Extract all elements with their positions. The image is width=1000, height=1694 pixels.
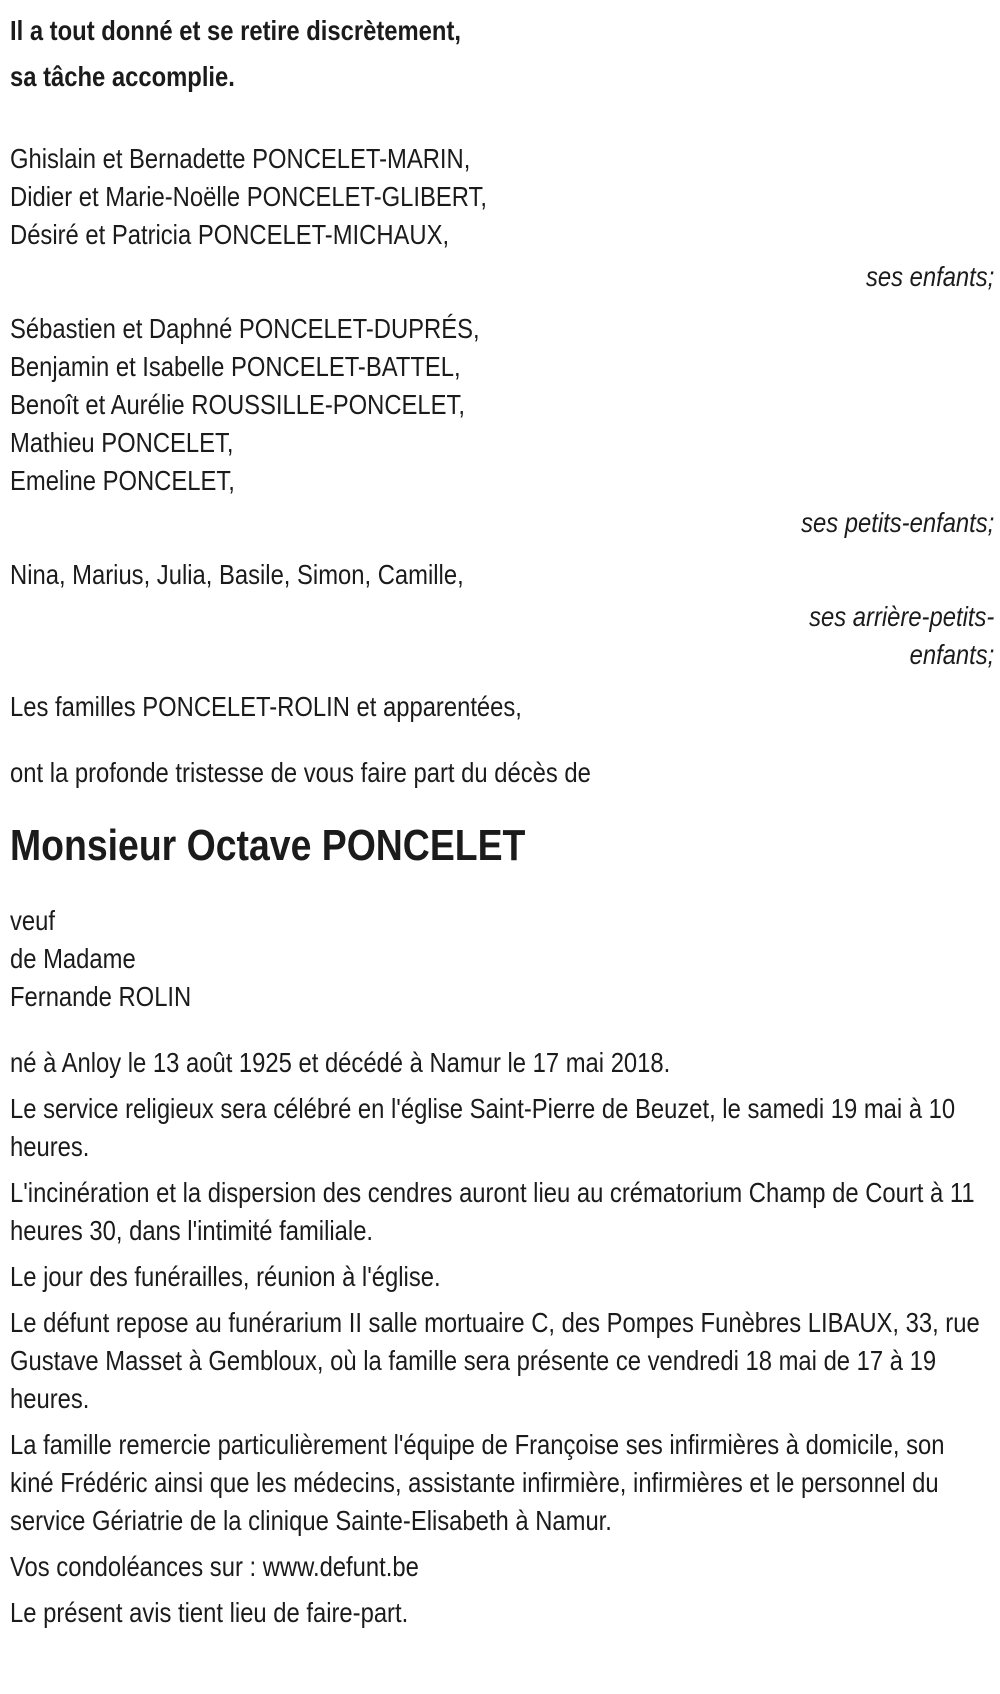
- grandchild-name-line: Benoît et Aurélie ROUSSILLE-PONCELET,: [10, 389, 466, 420]
- child-name-line: Désiré et Patricia PONCELET-MICHAUX,: [10, 219, 450, 250]
- spouse-name: Fernande ROLIN: [10, 981, 192, 1012]
- children-relation-label: ses enfants;: [865, 261, 995, 292]
- great-grandchildren-relation-label-line-2: enfants;: [909, 639, 995, 670]
- widower-block: [10, 902, 994, 1016]
- cremation-paragraph: L'incinération et la dispersion des cendres auront lieu au crématorium Champ de Court à 11 heures 30, dans l'intimité familiale.: [10, 1177, 975, 1246]
- deceased-name-title: Monsieur Octave PONCELET: [10, 821, 526, 870]
- epigraph: [10, 8, 994, 100]
- great-grandchildren-names-list: [10, 556, 994, 594]
- widower-of-line: de Madame: [10, 943, 136, 974]
- grandchild-name-line: Mathieu PONCELET,: [10, 427, 234, 458]
- birth-death-line: né à Anloy le 13 août 1925 et décédé à Namur le 17 mai 2018.: [10, 1047, 671, 1078]
- children-names-list: [10, 140, 994, 254]
- grandchild-name-line: Benjamin et Isabelle PONCELET-BATTEL,: [10, 351, 461, 382]
- grandchildren-names-list: [10, 310, 994, 500]
- closing-line: Le présent avis tient lieu de faire-part.: [10, 1597, 409, 1628]
- great-grandchildren-relation-label-line-1: ses arrière-petits-: [809, 601, 995, 632]
- thanks-paragraph: La famille remercie particulièrement l'équipe de Françoise ses infirmières à domicile, son kiné Frédéric ainsi que les médecins, assistante infirmière, infirmières et le personnel du service Gériatrie de la clinique Sainte-Elisabeth à Namur.: [10, 1429, 945, 1536]
- grandchild-name-line: Emeline PONCELET,: [10, 465, 235, 496]
- epigraph-line-2: sa tâche accomplie.: [10, 61, 235, 92]
- grandchild-name-line: Sébastien et Daphné PONCELET-DUPRÉS,: [10, 313, 480, 344]
- great-grandchildren-name-line: Nina, Marius, Julia, Basile, Simon, Camille,: [10, 559, 464, 590]
- related-families-line: Les familles PONCELET-ROLIN et apparentées,: [10, 691, 522, 722]
- condolences-url: www.defunt.be: [262, 1551, 419, 1582]
- widower-status: veuf: [10, 905, 55, 936]
- notice-content: [10, 8, 994, 1632]
- condolences-line: [10, 1548, 994, 1586]
- funerarium-paragraph: Le défunt repose au funérarium II salle mortuaire C, des Pompes Funèbres LIBAUX, 33, rue Gustave Masset à Gembloux, où la famille sera présente ce vendredi 18 mai de 17 à 19 heures.: [10, 1307, 980, 1414]
- child-name-line: Ghislain et Bernadette PONCELET-MARIN,: [10, 143, 471, 174]
- child-name-line: Didier et Marie-Noëlle PONCELET-GLIBERT,: [10, 181, 488, 212]
- funeral-meeting-paragraph: Le jour des funérailles, réunion à l'église.: [10, 1261, 441, 1292]
- epigraph-line-1: Il a tout donné et se retire discrètement,: [10, 15, 461, 46]
- grandchildren-relation-label: ses petits-enfants;: [801, 507, 995, 538]
- service-paragraph: Le service religieux sera célébré en l'église Saint-Pierre de Beuzet, le samedi 19 mai à 10 heures.: [10, 1093, 956, 1162]
- announcement-line: ont la profonde tristesse de vous faire part du décès de: [10, 757, 591, 788]
- condolences-prefix: Vos condoléances sur :: [10, 1551, 257, 1582]
